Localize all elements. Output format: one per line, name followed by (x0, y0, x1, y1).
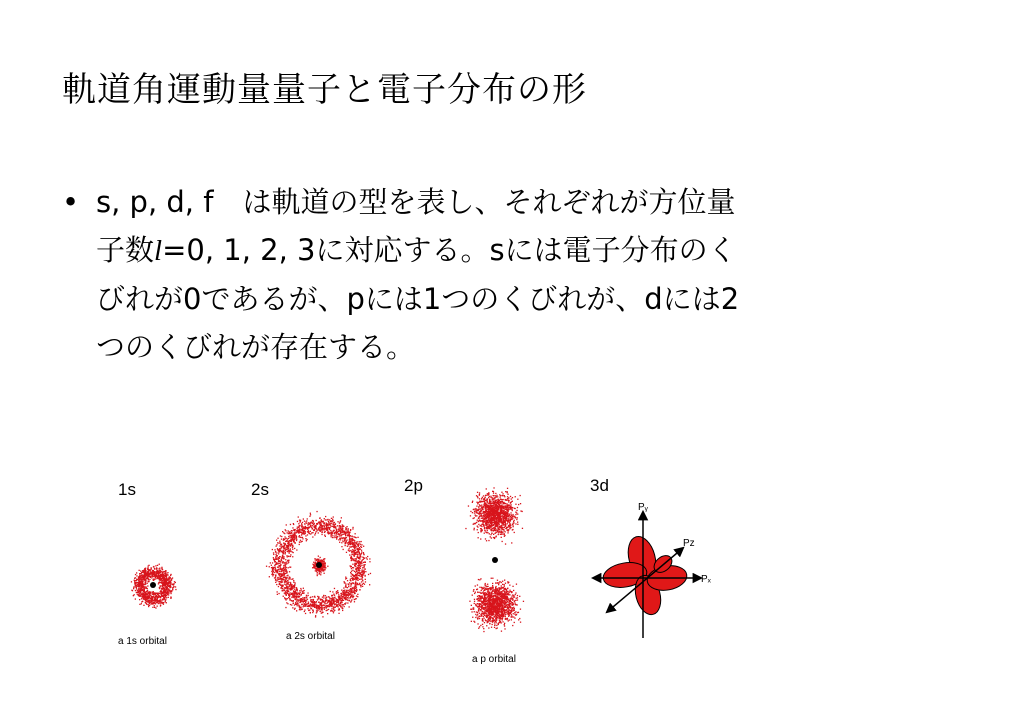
bullet-line-3: びれが0であるが、pには1つのくびれが、dには2 (96, 282, 740, 316)
quantum-number-symbol: l (154, 235, 163, 267)
bullet-line-4: つのくびれが存在する。 (96, 330, 416, 364)
orbital-1s-label: 1s (118, 480, 136, 499)
bullet-line-1: s, p, d, f は軌道の型を表し、それぞれが方位量 (96, 185, 736, 219)
orbital-3d-label: 3d (590, 476, 609, 495)
orbital-2p-caption: a p orbital (472, 654, 516, 665)
orbital-2s-label: 2s (251, 480, 269, 499)
orbital-2p-label: 2p (404, 476, 423, 495)
bullet-line-2-end: =0, 1, 2, 3に対応する。sには電子分布のく (162, 233, 737, 267)
bullet-marker: • (62, 185, 80, 219)
axis-y-label: Pᵧ (638, 502, 648, 513)
orbital-2s-caption: a 2s orbital (286, 631, 335, 642)
bullet-text (96, 178, 976, 371)
orbital-2p-image (445, 472, 545, 652)
nucleus-dot (316, 562, 322, 568)
bullet-line-2 (96, 226, 976, 275)
nucleus-dot (492, 557, 498, 563)
nucleus-dot (150, 582, 156, 588)
bullet-line-2-start: 子数 (96, 233, 155, 267)
orbital-2s-image (254, 500, 384, 630)
axis-z-label: Pz (683, 538, 695, 549)
slide-title: 軌道角運動量量子と電子分布の形 (62, 70, 587, 110)
electron-cloud-dots (469, 578, 524, 633)
orbital-1s-caption: a 1s orbital (118, 636, 167, 647)
orbital-3d-image (585, 500, 715, 640)
electron-cloud-dots (465, 487, 523, 544)
axis-x-label: Pₓ (701, 574, 711, 585)
orbital-1s-image (108, 540, 198, 630)
